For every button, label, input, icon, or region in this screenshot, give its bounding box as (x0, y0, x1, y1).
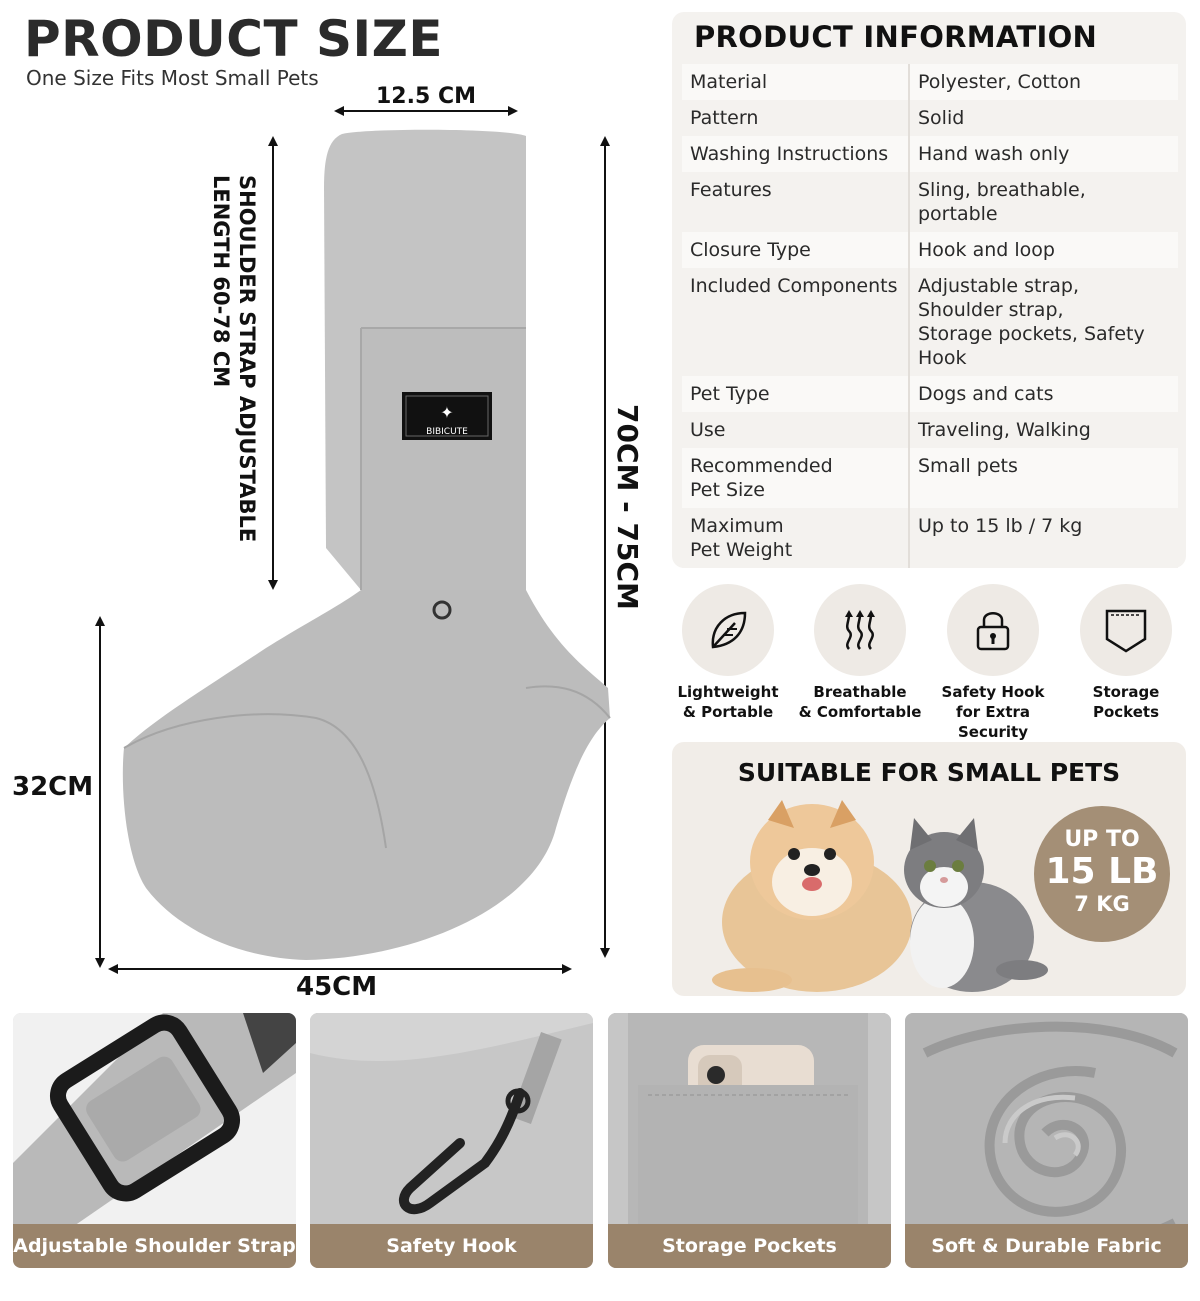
photo-fabric (905, 1013, 1188, 1268)
photo-caption: Safety Hook (310, 1224, 593, 1268)
pouch-height-label: 32CM (12, 772, 94, 802)
info-key: Closure Type (682, 232, 909, 268)
feature-label-line2: & Portable (682, 703, 774, 721)
info-key: Maximum Pet Weight (682, 508, 909, 568)
feature-storage-pockets (1061, 584, 1191, 722)
info-value: Hand wash only (909, 136, 1178, 172)
photo-caption: Soft & Durable Fabric (905, 1224, 1188, 1268)
pouch-height-arrow (93, 616, 107, 968)
feature-label-line1: Breathable (813, 683, 907, 701)
info-key: Features (682, 172, 909, 232)
feature-label-line2: & Comfortable (798, 703, 922, 721)
info-value: Hook and loop (909, 232, 1178, 268)
info-row (682, 100, 1178, 136)
info-value: Sling, breathable, portable (909, 172, 1178, 232)
info-row (682, 232, 1178, 268)
photo-shoulder-strap (13, 1013, 296, 1268)
pets-title: SUITABLE FOR SMALL PETS (737, 758, 1121, 787)
info-key: Recommended Pet Size (682, 448, 909, 508)
info-row (682, 64, 1178, 100)
info-key: Washing Instructions (682, 136, 909, 172)
info-row (682, 268, 1178, 376)
info-key: Pattern (682, 100, 909, 136)
info-value: Polyester, Cotton (909, 64, 1178, 100)
info-value: Adjustable strap, Shoulder strap, Storage pockets, Safety Hook (909, 268, 1178, 376)
info-row (682, 448, 1178, 508)
lock-icon (947, 584, 1039, 676)
sling-illustration (116, 128, 616, 968)
info-value: Dogs and cats (909, 376, 1178, 412)
info-value: Solid (909, 100, 1178, 136)
info-value: Small pets (909, 448, 1178, 508)
page-subtitle: One Size Fits Most Small Pets (26, 66, 319, 90)
info-key: Included Components (682, 268, 909, 376)
info-key: Pet Type (682, 376, 909, 412)
brand-label: BIBICUTE (426, 427, 468, 437)
svg-text:✦: ✦ (440, 403, 454, 422)
feature-label-line2: for Extra Security (955, 703, 1031, 741)
badge-line1: UP TO (1064, 827, 1140, 852)
heat-waves-icon (814, 584, 906, 676)
info-key: Use (682, 412, 909, 448)
weight-badge (1034, 806, 1170, 942)
info-row (682, 136, 1178, 172)
info-row (682, 172, 1178, 232)
top-width-arrow (334, 104, 518, 118)
feature-safety-hook (928, 584, 1058, 742)
info-key: Material (682, 64, 909, 100)
info-row (682, 376, 1178, 412)
photo-caption: Storage Pockets (608, 1224, 891, 1268)
info-value: Traveling, Walking (909, 412, 1178, 448)
badge-line2: 15 LB (1045, 851, 1159, 892)
photo-safety-hook (310, 1013, 593, 1268)
info-row (682, 412, 1178, 448)
feature-label-line1: Safety Hook (941, 683, 1045, 701)
pocket-icon (1080, 584, 1172, 676)
product-info-table (682, 64, 1178, 568)
photo-storage-pockets (608, 1013, 891, 1268)
feature-label-line1: Lightweight (677, 683, 779, 701)
bottom-width-label: 45CM (296, 972, 378, 1002)
badge-line3: 7 KG (1074, 892, 1130, 916)
product-info-title: PRODUCT INFORMATION (694, 20, 1098, 54)
photo-caption: Adjustable Shoulder Strap (13, 1224, 296, 1268)
strap-length-label: SHOULDER STRAP ADJUSTABLE LENGTH 60-78 CM (209, 175, 259, 543)
leaf-icon (682, 584, 774, 676)
feature-label-line1: Storage (1092, 683, 1160, 701)
info-row (682, 508, 1178, 568)
page-title: PRODUCT SIZE (24, 10, 443, 68)
info-value: Up to 15 lb / 7 kg (909, 508, 1178, 568)
feature-breathable (795, 584, 925, 722)
top-width-label: 12.5 CM (376, 84, 476, 109)
feature-label-line2: Pockets (1092, 703, 1160, 721)
feature-lightweight (663, 584, 793, 722)
total-height-label: 70CM - 75CM (611, 404, 644, 610)
